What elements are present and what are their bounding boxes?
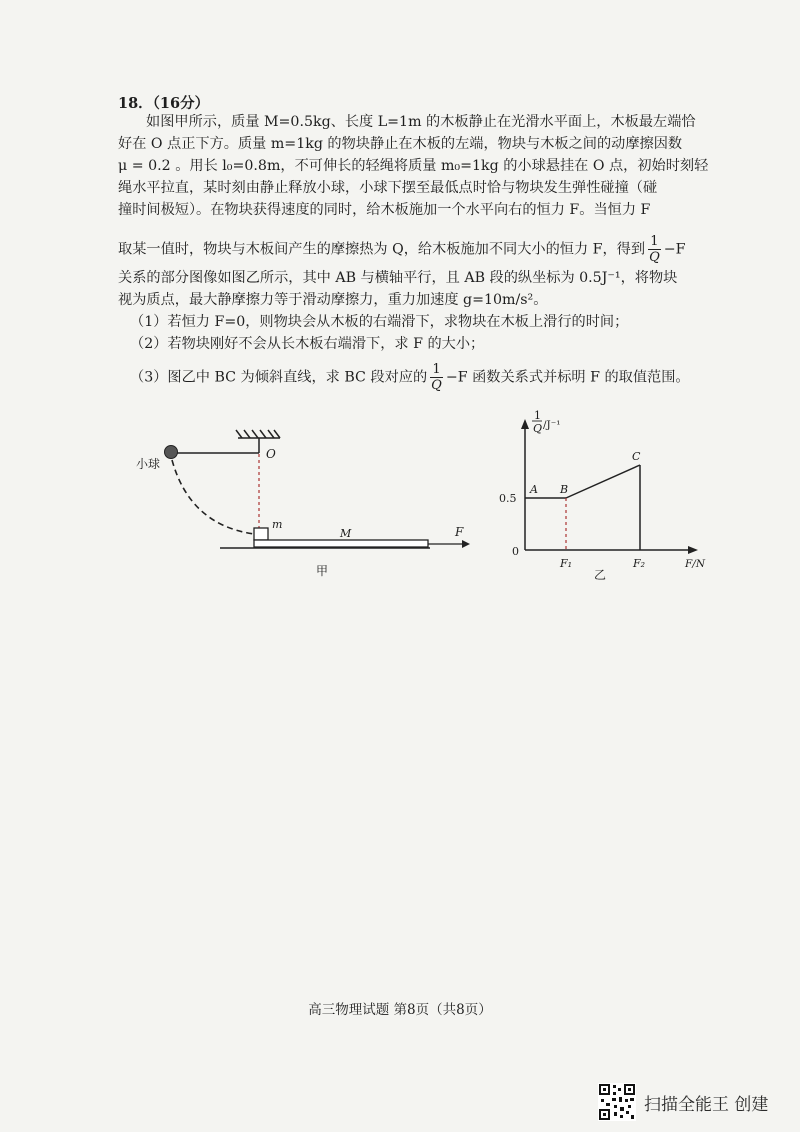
question-line-5: 撞时间极短）。在物块获得速度的同时，给木板施加一个水平向右的恒力 F。当恒力 F	[118, 202, 651, 218]
question-line-8: 视为质点，最大静摩擦力等于滑动摩擦力，重力加速度 g=10m/s²。	[118, 292, 548, 308]
ball	[165, 446, 178, 459]
fraction-1-over-q-2	[429, 362, 444, 393]
sub-question-3-suffix: −F 函数关系式并标明 F 的取值范围。	[445, 369, 690, 386]
question-line-7: 关系的部分图像如图乙所示，其中 AB 与横轴平行，且 AB 段的纵坐标为 0.5J⁻¹，将物块	[118, 270, 678, 286]
page-footer: 高三物理试题 第8页（共8页）	[308, 1002, 492, 1018]
board	[254, 540, 428, 547]
pivot-label: O	[266, 447, 276, 461]
question-line-1: 如图甲所示，质量 M=0.5kg、长度 L=1m 的木板静止在光滑水平面上，木板最左端恰	[146, 114, 696, 130]
y-axis-label-fraction-den: Q	[533, 422, 543, 435]
y-tick-label: 0.5	[499, 492, 517, 505]
fraction-denominator: Q	[649, 250, 660, 265]
board-label: M	[340, 527, 352, 540]
figure-b-caption: 乙	[594, 568, 607, 582]
sub-question-3-text: （3）图乙中 BC 为倾斜直线，求 BC 段对应的	[130, 369, 428, 386]
f1-tick-label: F₁	[560, 557, 573, 570]
y-axis-label: /J⁻¹	[543, 419, 561, 431]
f2-tick-label: F₂	[633, 557, 646, 570]
figure-a-caption: 甲	[316, 564, 329, 578]
swing-path	[172, 460, 254, 534]
question-line-6	[118, 234, 685, 265]
y-axis-label-fraction-num: 1	[534, 409, 541, 422]
line-6-text: 取某一值时，物块与木板间产生的摩擦热为 Q，给木板施加不同大小的恒力 F，得到	[118, 241, 646, 258]
fraction-denominator-2: Q	[431, 378, 442, 393]
fraction-numerator-2: 1	[432, 362, 441, 377]
force-arrow-head	[462, 540, 470, 548]
force-label: F	[455, 525, 464, 539]
fraction-numerator: 1	[650, 234, 659, 249]
point-c-label: C	[632, 450, 641, 463]
sub-question-3	[130, 362, 690, 393]
segment-bc	[566, 465, 640, 498]
sub-question-2: （2）若物块刚好不会从长木板右端滑下，求 F 的大小；	[130, 336, 485, 352]
point-a-label: A	[530, 483, 538, 496]
x-axis-label: F/N	[685, 558, 706, 570]
y-axis-arrow	[521, 419, 529, 429]
question-line-4: 绳水平拉直，某时刻由静止释放小球，小球下摆至最低点时恰与物块发生弹性碰撞（碰	[118, 180, 658, 196]
origin-label: 0	[512, 545, 519, 558]
x-axis-arrow	[688, 546, 698, 554]
ball-label: 小球	[136, 457, 161, 471]
block-label: m	[272, 518, 283, 531]
sub-question-1: （1）若恒力 F=0，则物块会从木板的右端滑下，求物块在木板上滑行的时间；	[130, 314, 629, 330]
scanner-watermark: 扫描全能王 创建	[644, 1095, 769, 1115]
figure-a-diagram	[130, 420, 480, 590]
question-number: 18．（16分）	[118, 95, 210, 112]
line-6-suffix: −F	[663, 241, 686, 258]
fraction-1-over-q	[647, 234, 662, 265]
qr-code-icon	[598, 1083, 636, 1121]
figure-b-chart	[490, 405, 730, 585]
point-b-label: B	[560, 483, 569, 496]
ceiling-hatch	[236, 430, 280, 438]
question-line-3: μ = 0.2 。用长 l₀=0.8m，不可伸长的轻绳将质量 m₀=1kg 的小球悬挂在 O 点，初始时刻轻	[118, 158, 709, 174]
block	[254, 528, 268, 540]
question-line-2: 好在 O 点正下方。质量 m=1kg 的物块静止在木板的左端，物块与木板之间的动摩擦因数	[118, 136, 683, 152]
